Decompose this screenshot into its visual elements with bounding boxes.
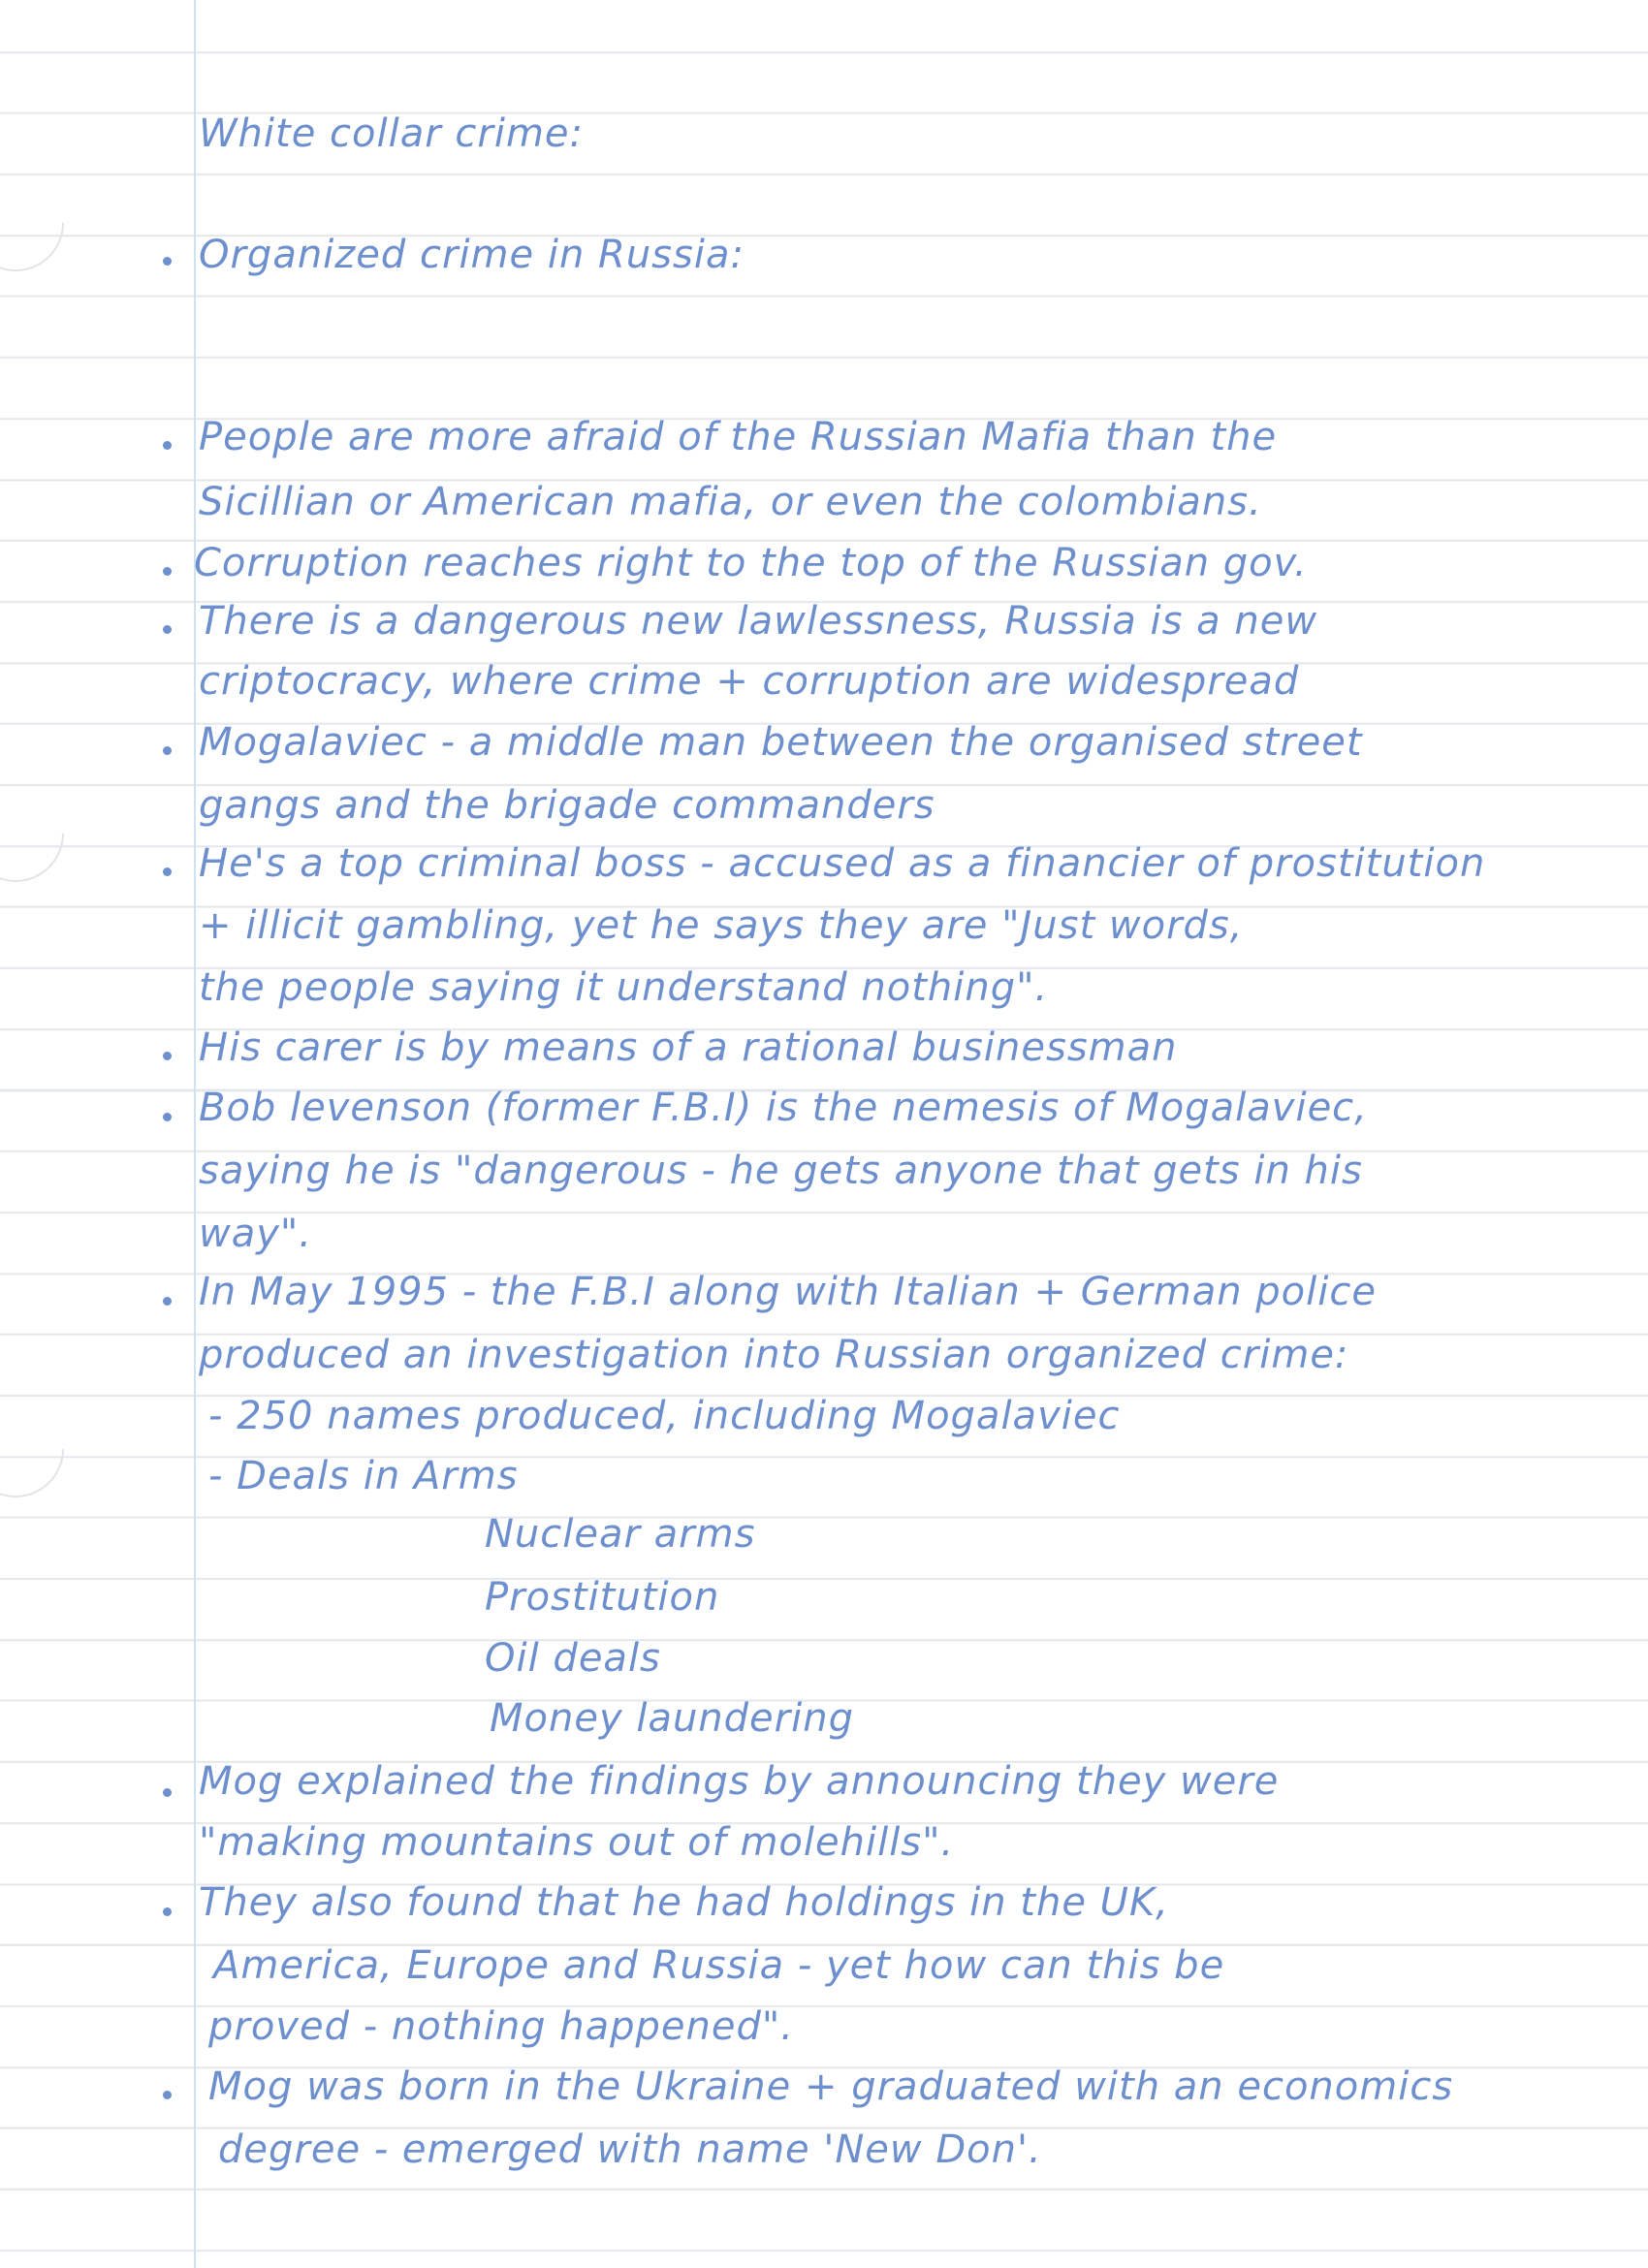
bullet xyxy=(163,2091,172,2099)
note-line: Oil deals xyxy=(485,1636,661,1681)
note-line: Mogalaviec - a middle man between the organised street xyxy=(199,720,1363,765)
note-line: He's a top criminal boss - accused as a financier of prostitution xyxy=(199,841,1486,886)
bullet xyxy=(163,746,172,755)
note-line: saying he is "dangerous - he gets anyone that gets in his xyxy=(199,1149,1363,1193)
punch-hole xyxy=(0,154,84,291)
note-line: They also found that he had holdings in the UK, xyxy=(199,1880,1169,1925)
note-line: Money laundering xyxy=(490,1696,854,1741)
note-line: the people saying it understand nothing". xyxy=(199,965,1049,1010)
note-line: In May 1995 - the F.B.I along with Italian + German police xyxy=(199,1270,1377,1314)
margin-line xyxy=(194,0,196,2268)
note-line: People are more afraid of the Russian Mafia than the xyxy=(199,415,1278,459)
note-line: Mog explained the findings by announcing they were xyxy=(199,1759,1280,1804)
bullet xyxy=(163,1907,172,1916)
note-line: "making mountains out of molehills". xyxy=(199,1820,955,1865)
bullet xyxy=(163,1788,172,1797)
bullet xyxy=(163,441,172,450)
heading-line: Organized crime in Russia: xyxy=(199,233,745,277)
note-line: There is a dangerous new lawlessness, Russia is a new xyxy=(199,599,1318,644)
note-line: Bob levenson (former F.B.I) is the nemesis of Mogalaviec, xyxy=(199,1086,1368,1130)
note-line: produced an investigation into Russian organized crime: xyxy=(199,1333,1349,1377)
note-line: degree - emerged with name 'New Don'. xyxy=(218,2127,1042,2172)
note-line: America, Europe and Russia - yet how can this be xyxy=(213,1943,1225,1988)
bullet xyxy=(163,867,172,876)
punch-hole xyxy=(0,1380,84,1517)
note-line: gangs and the brigade commanders xyxy=(199,783,935,828)
note-line: criptocracy, where crime + corruption are widespread xyxy=(199,659,1300,704)
note-line: Corruption reaches right to the top of the Russian gov. xyxy=(194,541,1308,585)
note-line: - 250 names produced, including Mogalaviec xyxy=(208,1394,1121,1438)
note-line: proved - nothing happened". xyxy=(208,2004,794,2049)
bullet xyxy=(163,625,172,634)
note-line: way". xyxy=(199,1212,313,1256)
note-line: Mog was born in the Ukraine + graduated with an economics xyxy=(208,2064,1454,2109)
note-line: Prostitution xyxy=(485,1575,720,1620)
page-title: White collar crime: xyxy=(199,111,584,156)
bullet xyxy=(163,567,172,576)
bullet xyxy=(163,1113,172,1121)
bullet xyxy=(163,257,172,266)
punch-hole xyxy=(0,765,84,901)
note-line: His carer is by means of a rational businessman xyxy=(199,1025,1178,1070)
note-line: + illicit gambling, yet he says they are "Just words, xyxy=(199,903,1244,948)
note-line: Nuclear arms xyxy=(485,1512,756,1557)
bullet xyxy=(163,1297,172,1306)
note-line: Sicillian or American mafia, or even the colombians. xyxy=(199,480,1262,524)
note-line: - Deals in Arms xyxy=(208,1454,519,1498)
bullet xyxy=(163,1052,172,1060)
